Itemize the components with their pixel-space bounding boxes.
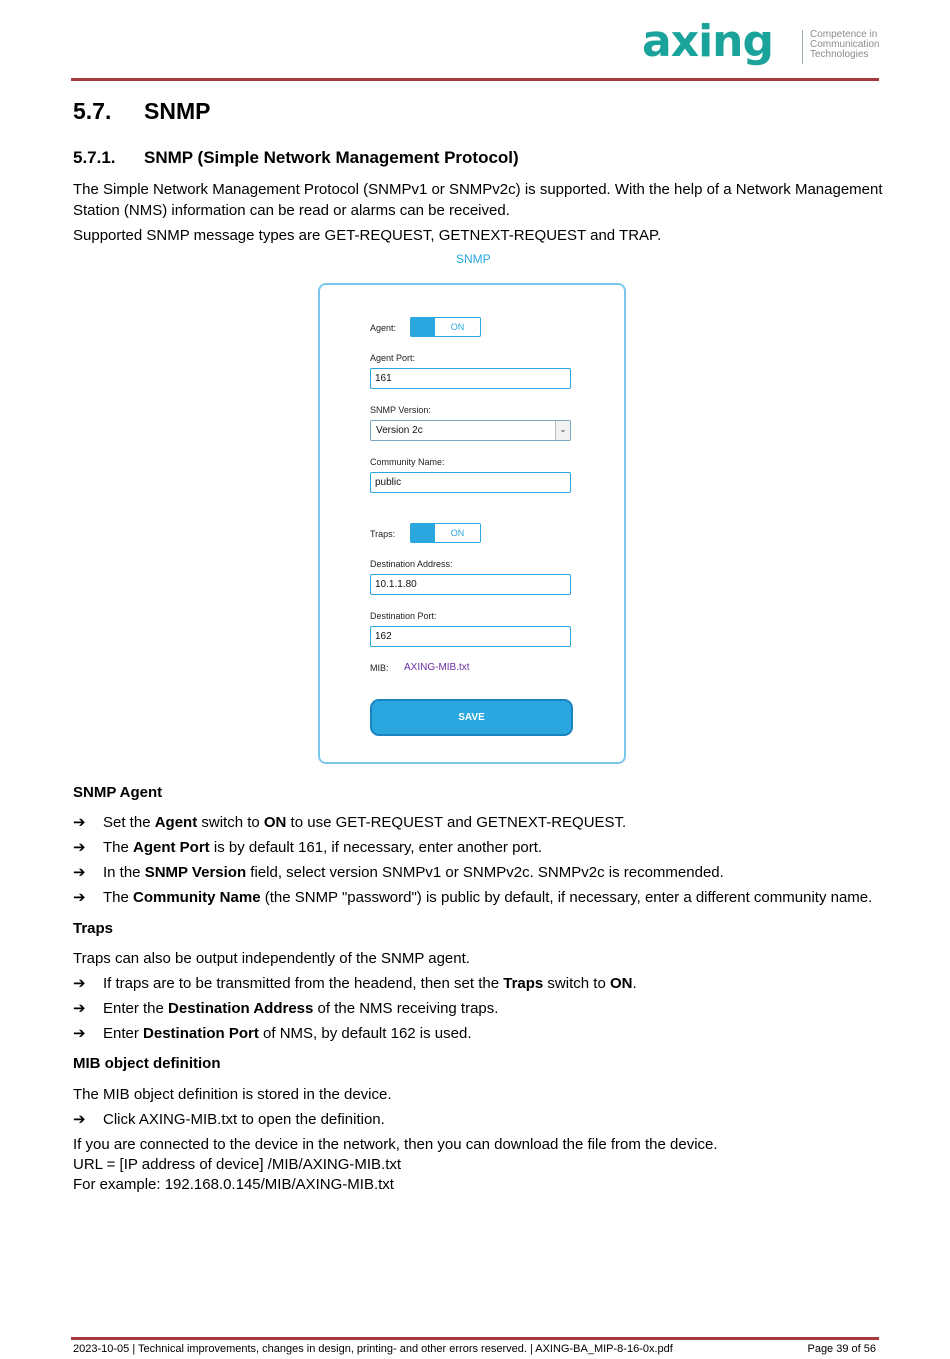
text: Click AXING-MIB.txt to open the definition. (103, 1111, 385, 1128)
intro-line-1: The Simple Network Management Protocol (SNMPv1 or SNMPv2c) is supported. With the help of a Network Management (73, 181, 883, 198)
snmp-version-label: SNMP Version: (370, 405, 431, 415)
arrow-right-icon: ➔ (73, 838, 86, 856)
footer-notice: 2023-10-05 | Technical improvements, changes in design, printing- and other errors reserved. | AXING-BA_MIP-8-16-0x.pdf (73, 1343, 673, 1355)
community-name-label: Community Name: (370, 457, 445, 467)
arrow-right-icon: ➔ (73, 974, 86, 992)
agent-label: Agent: (370, 323, 397, 333)
agent-bullet-1 (73, 812, 626, 833)
text: . (632, 975, 637, 992)
snmp-agent-heading: SNMP Agent (73, 784, 163, 801)
snmp-version-value: Version 2c (376, 425, 423, 436)
text: switch to (543, 975, 610, 992)
text: The (103, 889, 134, 906)
text-bold: Agent (154, 814, 198, 831)
text: The (103, 839, 134, 856)
traps-toggle-state: ON (450, 528, 465, 538)
arrow-right-icon: ➔ (73, 813, 86, 831)
text: If traps are to be transmitted from the headend, then set the (103, 975, 504, 992)
logo-wordmark: axing (642, 16, 773, 67)
agent-bullet-4 (73, 887, 872, 908)
agent-toggle-state: ON (450, 322, 465, 332)
arrow-right-icon: ➔ (73, 863, 86, 881)
page-number: Page 39 of 56 (807, 1343, 876, 1355)
logo-separator (802, 30, 803, 64)
text-bold: SNMP Version (144, 864, 247, 881)
mib-label: MIB: (370, 663, 389, 673)
arrow-right-icon: ➔ (73, 1110, 86, 1128)
text-bold: ON (609, 975, 633, 992)
intro-line-2: Station (NMS) information can be read or alarms can be received. (73, 202, 510, 219)
text: switch to (197, 814, 264, 831)
traps-bullet-2 (73, 998, 498, 1019)
logo-tagline (810, 30, 879, 60)
destination-port-input[interactable]: 162 (370, 626, 571, 647)
community-name-input[interactable]: public (370, 472, 571, 493)
snmp-panel-title: SNMP (456, 252, 491, 266)
traps-heading: Traps (73, 920, 114, 937)
text: Enter the (103, 1000, 169, 1017)
mib-line-1: If you are connected to the device in the network, then you can download the file from the device. (73, 1136, 718, 1153)
section-number: 5.7. (73, 98, 112, 124)
mib-line-3: For example: 192.168.0.145/MIB/AXING-MIB.txt (73, 1176, 394, 1193)
subsection-number: 5.7.1. (73, 148, 116, 167)
text-bold: ON (263, 814, 287, 831)
arrow-right-icon: ➔ (73, 888, 86, 906)
intro-line-3: Supported SNMP message types are GET-REQUEST, GETNEXT-REQUEST and TRAP. (73, 227, 662, 244)
toggle-knob (411, 524, 435, 542)
text: In the (103, 864, 145, 881)
snmp-settings-panel (318, 283, 626, 764)
section-title: SNMP (144, 98, 211, 124)
traps-bullet-1 (73, 973, 637, 994)
text-bold: Agent Port (133, 839, 210, 856)
text: field, select version SNMPv1 or SNMPv2c. SNMPv2c is recommended. (246, 864, 724, 881)
agent-bullet-3 (73, 862, 724, 883)
agent-toggle[interactable] (410, 317, 481, 337)
section-heading (73, 98, 210, 125)
traps-bullet-3 (73, 1023, 472, 1044)
text: of NMS, by default 162 is used. (258, 1025, 472, 1042)
header-rule (71, 78, 879, 81)
footer-rule (71, 1337, 879, 1340)
text-bold: Traps (503, 975, 544, 992)
text: Set the (103, 814, 155, 831)
agent-port-label: Agent Port: (370, 353, 416, 363)
snmp-version-select[interactable] (370, 420, 571, 441)
arrow-right-icon: ➔ (73, 1024, 86, 1042)
toggle-knob (411, 318, 435, 336)
mib-line-2: URL = [IP address of device] /MIB/AXING-MIB.txt (73, 1156, 402, 1173)
agent-port-input[interactable]: 161 (370, 368, 571, 389)
mib-file-link[interactable]: AXING-MIB.txt (404, 662, 470, 673)
text: of the NMS receiving traps. (313, 1000, 499, 1017)
subsection-heading (73, 148, 519, 168)
subsection-title: SNMP (Simple Network Management Protocol) (144, 148, 519, 167)
destination-address-input[interactable]: 10.1.1.80 (370, 574, 571, 595)
traps-label: Traps: (370, 529, 396, 539)
text-bold: Community Name (133, 889, 261, 906)
agent-bullet-2 (73, 837, 542, 858)
save-button[interactable]: SAVE (370, 699, 573, 736)
text: is by default 161, if necessary, enter another port. (209, 839, 543, 856)
text-bold: Destination Port (143, 1025, 259, 1042)
tagline-line-1: Competence in (810, 29, 878, 40)
chevron-down-icon: ⌄ (555, 421, 570, 440)
text: Enter (103, 1025, 144, 1042)
text: to use GET-REQUEST and GETNEXT-REQUEST. (286, 814, 627, 831)
traps-intro: Traps can also be output independently of the SNMP agent. (73, 950, 470, 967)
traps-toggle[interactable] (410, 523, 481, 543)
mib-heading: MIB object definition (73, 1055, 221, 1072)
destination-address-label: Destination Address: (370, 559, 453, 569)
tagline-line-2: Communication (810, 39, 880, 50)
mib-bullet-1 (73, 1109, 385, 1130)
text: (the SNMP "password") is public by default, if necessary, enter a different community name. (260, 889, 873, 906)
text-bold: Destination Address (168, 1000, 314, 1017)
destination-port-label: Destination Port: (370, 611, 437, 621)
mib-intro: The MIB object definition is stored in the device. (73, 1086, 392, 1103)
axing-logo (642, 16, 882, 70)
arrow-right-icon: ➔ (73, 999, 86, 1017)
tagline-line-3: Technologies (810, 49, 869, 60)
